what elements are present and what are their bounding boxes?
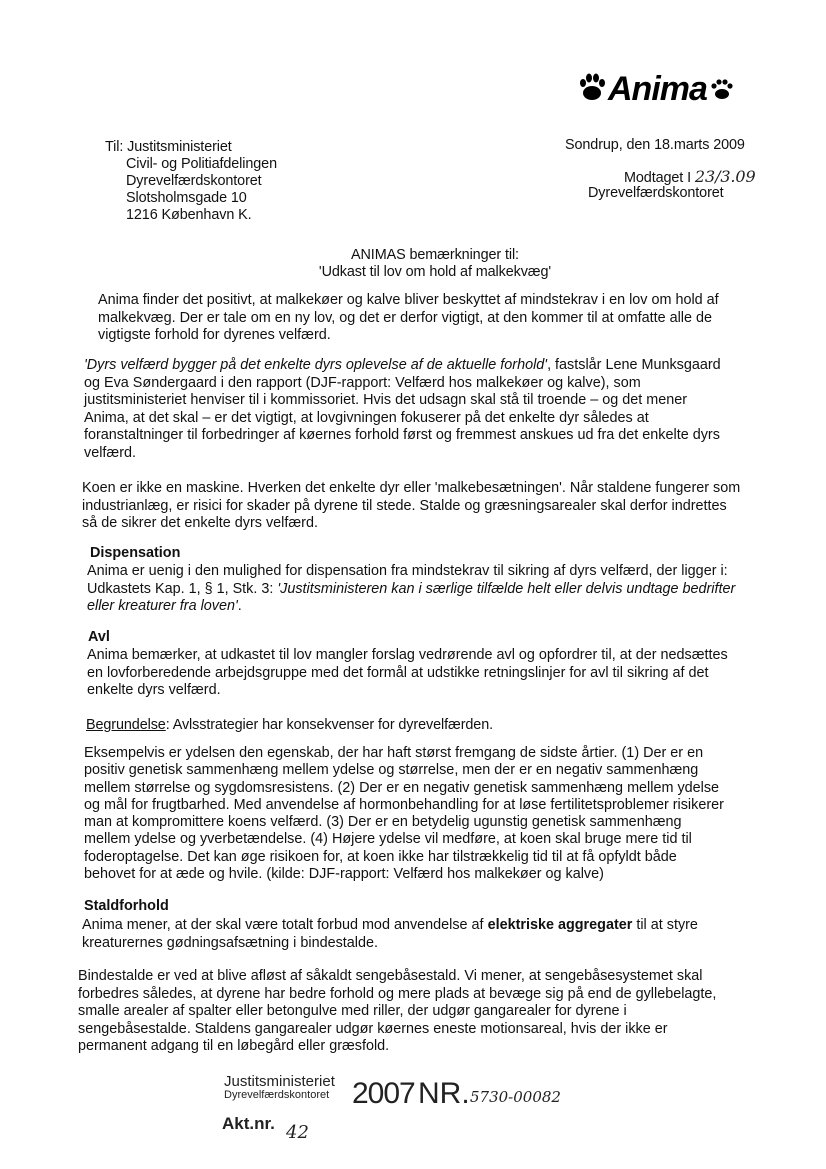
heading-avl: Avl bbox=[88, 629, 110, 645]
paragraph-bindestalde: Bindestalde er ved at blive afløst af såkaldt sengebåsestald. Vi mener, at sengebåsesystemet skal forbedres således, at dyrene har bedre forhold og mere plads at bevæge sig på end de gyllebelagte, smalle arealer af spalter eller betongulve med riller, der udgør gangarealer for dyrene i sengebåsestalde. Staldens gangarealer udgør køernes eneste motionsareal, hvis der ikke er permanent adgang til en løbegård eller græsfold. bbox=[78, 968, 717, 1055]
stamp-ministry: Justitsministeriet bbox=[224, 1073, 335, 1090]
welfare-text: , fastslår Lene Munksgaard og Eva Søndergaard i den rapport (DJF-rapport: Velfærd hos malkekøer og kalve), som justitsministeriet henviser til i kommissoriet. Hvis det udsagn skal stå til troende – og det mener Anima, at det skal – er det vigtigt, at lovgivningen fokuserer på det enkelte dyr således at foranstaltninger til forbedringer af køernes forhold først og fremmest anskues ud fra det enkelte dyrs velfærd. bbox=[84, 357, 721, 461]
anima-logo bbox=[578, 70, 735, 109]
received-office: Dyrevelfærdskontoret bbox=[588, 185, 724, 201]
ministry-stamp bbox=[224, 1074, 335, 1101]
paragraph-avl-example: Eksempelvis er ydelsen den egenskab, der har haft størst fremgang de sidste årtier. (1) Der er en positiv genetisk sammenhæng mellem ydelse og størrelse, men der er en negativ sammenhæng mellem størrelse og sygdomsresistens. (2) Der er en negativ genetisk sammenhæng mellem ydelse og mål for frugtbarhed. Med anvendelse af hormonbehandling for at løse fertilitetsproblemer risikerer man at kompromittere koens velfærd. (3) Der er en betydelig ugunstig genetisk sammenhæng mellem ydelse og yverbetændelse. (4) Højere ydelse vil medføre, at koen skal bruge mere tid til foderoptagelse. Det kan øge risikoen for, at koen ikke har tilstrækkelig tid til at få opfyldt både behovet for at æde og hvile. (kilde: DJF-rapport: Velfærd hos malkekøer og kalve) bbox=[84, 745, 724, 883]
heading-dispensation: Dispensation bbox=[90, 545, 181, 561]
address-line: Dyrevelfærdskontoret bbox=[126, 173, 262, 189]
begrundelse-label: Begrundelse bbox=[86, 717, 166, 733]
dispensation-quote: 'Justitsministeren kan i særlige tilfælde helt eller delvis undtage bedrifter eller kreaturer fra loven' bbox=[87, 580, 736, 615]
paragraph-welfare bbox=[84, 357, 728, 463]
welfare-quote: 'Dyrs velfærd bygger på det enkelte dyrs oplevelse af de aktuelle forhold' bbox=[84, 357, 548, 373]
title-line-2: 'Udkast til lov om hold af malkekvæg' bbox=[318, 264, 552, 280]
stamp-nr-handwritten: 5730-00082 bbox=[470, 1088, 561, 1106]
begrundelse-text: : Avlsstrategier har konsekvenser for dyrevelfærden. bbox=[165, 717, 493, 733]
begrundelse-line bbox=[86, 717, 493, 734]
stamp-akt-handwritten: 42 bbox=[286, 1122, 309, 1143]
received-stamp bbox=[588, 168, 758, 202]
dispensation-text: Anima er uenig i den mulighed for dispensation fra mindstekrav til sikring af dyrs velfærd, der ligger i: Udkastets Kap. 1, § 1, Stk. 3: bbox=[87, 563, 728, 597]
heading-staldforhold: Staldforhold bbox=[84, 898, 169, 914]
received-label: Modtaget I bbox=[624, 170, 691, 186]
staldforhold-text-a: Anima mener, at der skal være totalt forbud mod anvendelse af bbox=[82, 917, 488, 933]
address-line: Til: Justitsministeriet bbox=[105, 139, 232, 155]
document-title bbox=[300, 247, 570, 281]
paragraph-avl: Anima bemærker, at udkastet til lov mangler forslag vedrørende avl og opfordrer til, at der nedsættes en lovforberedende arbejdsgruppe med det formål at udstikke retningslinjer for avl til sikring af det enkelte dyrs velfærd. bbox=[87, 647, 728, 699]
address-line: Slotsholmsgade 10 bbox=[126, 190, 247, 206]
stamp-nr-label: NR. bbox=[418, 1077, 470, 1110]
dispensation-end: . bbox=[237, 598, 242, 615]
paragraph-machine: Koen er ikke en maskine. Hverken det enkelte dyr eller 'malkebesætningen'. Når staldene fungerer som industrianlæg, er risici for skader på dyrene til stede. Stalde og græsningsarealer skal derfor indrettes så de sikrer det enkelte dyrs velfærd. bbox=[82, 480, 741, 532]
staldforhold-text-b: til at styre kreaturernes gødningsafsætning i bindestalde. bbox=[82, 917, 698, 951]
title-line-1: ANIMAS bemærkninger til: bbox=[351, 247, 519, 263]
paragraph-intro: Anima finder det positivt, at malkekøer og kalve bliver beskyttet af mindstekrav i en lov om hold af malkekvæg. Der er tale om en ny lov, og det er derfor vigtigt, at den kommer til at omfatte alle de vigtigste forhold for dyrenes velfærd. bbox=[98, 292, 719, 344]
paw-print-icon bbox=[709, 76, 735, 102]
address-line: 1216 København K. bbox=[126, 207, 252, 223]
paw-icon bbox=[578, 72, 606, 102]
paragraph-staldforhold bbox=[82, 917, 722, 952]
paragraph-dispensation bbox=[87, 563, 737, 616]
stamp-office: Dyrevelfærdskontoret bbox=[224, 1089, 330, 1101]
stamp-akt-label: Akt.nr. bbox=[222, 1114, 275, 1133]
logo-text: Anima bbox=[608, 70, 707, 108]
stamp-year: 2007 bbox=[352, 1077, 415, 1110]
date-line: Sondrup, den 18.marts 2009 bbox=[565, 137, 745, 153]
address-line: Civil- og Politiafdelingen bbox=[126, 156, 277, 172]
staldforhold-bold: elektriske aggregater bbox=[487, 917, 633, 933]
recipient-address bbox=[105, 139, 277, 224]
received-date-handwritten: 23/3.09 bbox=[694, 167, 756, 186]
